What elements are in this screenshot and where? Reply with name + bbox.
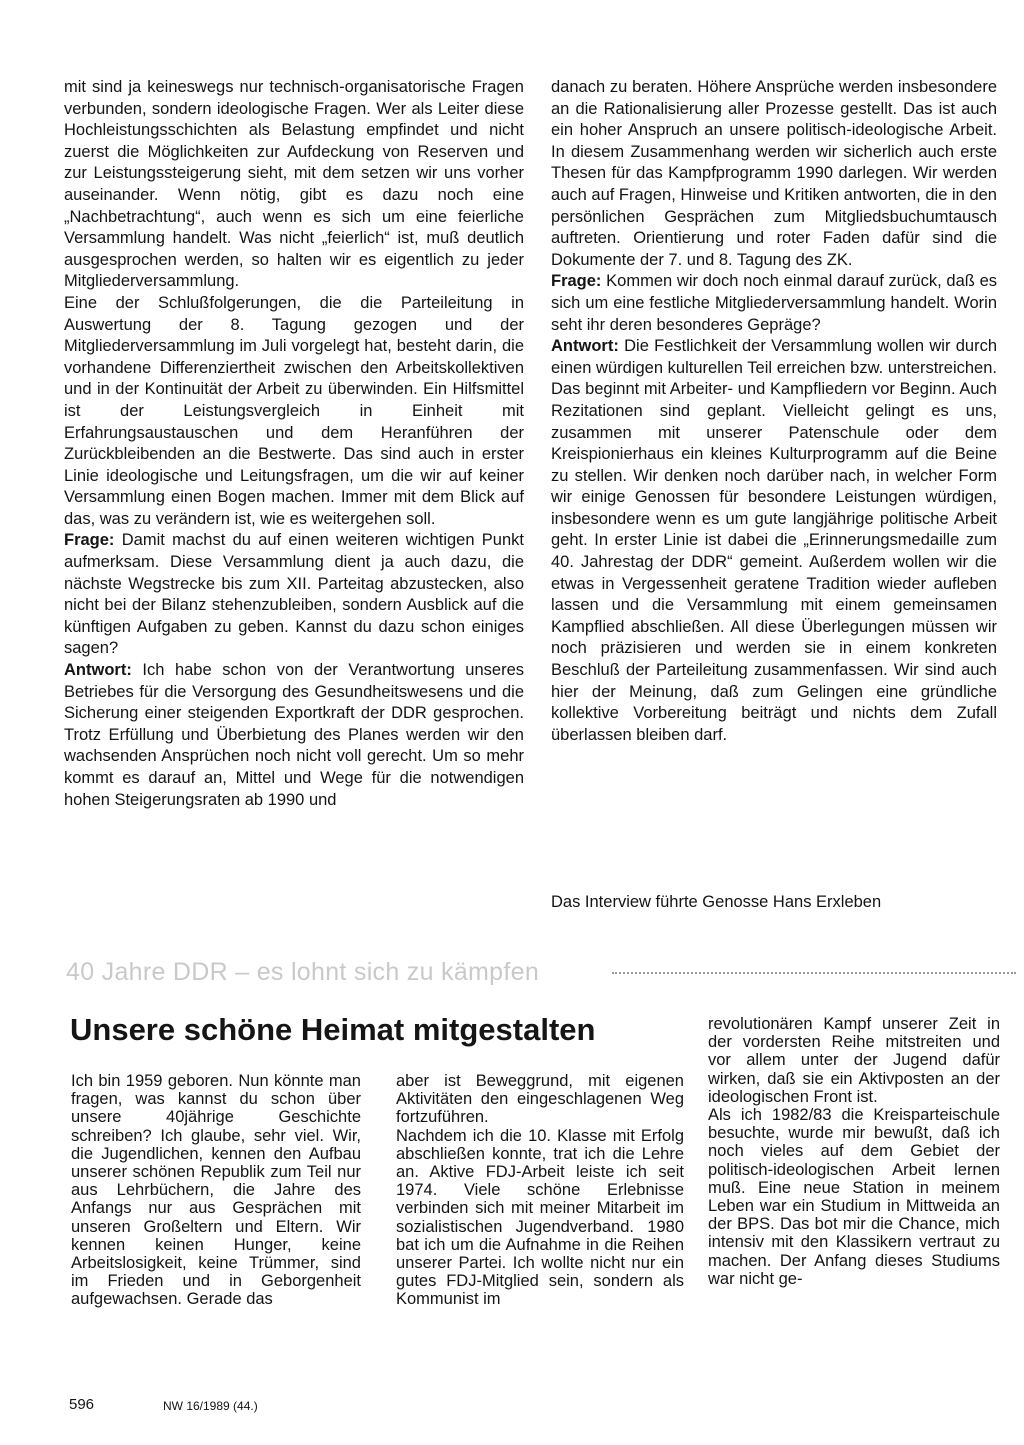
paragraph: Ich bin 1959 geboren. Nun könnte man fragen, was kannst du schon über unsere 40jährige Geschichte schreiben? Ich glaube, sehr viel. Wir, die Jugendlichen, kennen den Aufbau unserer schönen Republik zum Teil nur aus Lehrbüchern, die Jahre des Anfangs nur aus Gesprächen mit unseren Großeltern und Eltern. Wir kennen keinen Hunger, keine Arbeitslosigkeit, keine Trümmer, sind im Frieden und in Geborgenheit aufgewachsen. Gerade das: [71, 1072, 361, 1309]
paragraph: aber ist Beweggrund, mit eigenen Aktivitäten den eingeschlagenen Weg fortzuführen.: [396, 1072, 684, 1127]
paragraph: Als ich 1982/83 die Kreisparteischule besuchte, wurde mir bewußt, daß ich noch vieles auf dem Gebiet der politisch-ideologischen Arbeit lernen muß. Eine neue Station in meinem Leben war ein Studium in Mittweida an der BPS. Das bot mir die Chance, mich intensiv mit den Klassikern vertraut zu machen. Der Anfang dieses Studiums war nicht ge-: [708, 1106, 1000, 1288]
answer-label: Antwort:: [551, 337, 619, 356]
paragraph: [551, 77, 997, 271]
section-kicker: 40 Jahre DDR – es lohnt sich zu kämpfen: [66, 958, 540, 986]
article-column-3: [708, 1015, 1000, 1288]
article-column-1: [71, 1072, 361, 1309]
interview-column-right: [551, 77, 997, 746]
paragraph: [64, 293, 524, 531]
answer-paragraph: [551, 336, 997, 746]
question-label: Frage:: [64, 531, 115, 550]
interview-signature: Das Interview führte Genosse Hans Erxleben: [551, 893, 882, 911]
answer-label: Antwort:: [64, 661, 132, 680]
paragraph: revolutionären Kampf unserer Zeit in der vordersten Reihe mitstreiten und vor allem unter der Jugend dafür wirken, daß sie ein Aktivposten an der ideologischen Front ist.: [708, 1015, 1000, 1106]
page-number: 596: [69, 1396, 95, 1413]
paragraph-text: Damit machst du auf einen weiteren wichtigen Punkt aufmerksam. Diese Versammlung dient ja auch dazu, die nächste Wegstrecke bis zum XII. Parteitag abzustecken, also nicht bei der Bilanz stehenzubleiben, sondern Ausblick auf die künftigen Aufgaben zu geben. Kannst du dazu schon einiges sagen?: [64, 531, 524, 658]
answer-paragraph: [64, 660, 524, 811]
section-headline: Unsere schöne Heimat mitgestalten: [70, 1012, 596, 1047]
paragraph-text: Ich habe schon von der Verantwortung unseres Betriebes für die Versorgung des Gesundheitswesens und die Sicherung einer steigenden Exportkraft der DDR gesprochen. Trotz Erfüllung und Überbietung des Planes werden wir den wachsenden Ansprüchen noch nicht voll gerecht. Um so mehr kommt es darauf an, Mittel und Wege für die notwendigen hohen Steigerungsraten ab 1990 und: [64, 661, 524, 809]
paragraph-text: Kommen wir doch noch einmal darauf zurück, daß es sich um eine festliche Mitgliederversammlung handelt. Worin seht ihr deren besonderes Gepräge?: [551, 272, 997, 334]
paragraph-text: danach zu beraten. Höhere Ansprüche werden insbesondere an die Rationalisierung aller Prozesse gestellt. Das ist auch ein hoher Anspruch an unsere politisch-ideologische Arbeit. In diesem Zusammenhang werden wir sicherlich auch erste Thesen für das Kampfprogramm 1990 darlegen. Wir werden auch auf Fragen, Hinweise und Kritiken antworten, die in den persönlichen Gesprächen zum Mitgliedsbuchumtausch auftreten. Orientierung und roter Faden dafür sind die Dokumente der 7. und 8. Tagung des ZK.: [551, 78, 997, 269]
question-paragraph: [551, 271, 997, 336]
question-label: Frage:: [551, 272, 602, 291]
question-paragraph: [64, 530, 524, 660]
paragraph-text: Eine der Schlußfolgerungen, die die Parteileitung in Auswertung der 8. Tagung gezogen und der Mitgliederversammlung im Juli vorgelegt hat, besteht darin, die vorhandene Differenziertheit zwischen den Arbeitskollektiven und in der Kontinuität der Arbeit zu überwinden. Ein Hilfsmittel ist der Leistungsvergleich in Einheit mit Erfahrungsaustauschen und dem Heranführen der Zurückbleibenden an die Bestwerte. Das sind auch in erster Linie ideologische und Leitungsfragen, um die wir auf keiner Versammlung einen Bogen machen. Immer mit dem Blick auf das, was zu verändern ist, wie es weitergehen soll.: [64, 293, 524, 528]
paragraph: [64, 77, 524, 293]
kicker-rule: [612, 972, 1016, 974]
paragraph: Nachdem ich die 10. Klasse mit Erfolg abschließen konnte, trat ich die Lehre an. Aktive FDJ-Arbeit leiste ich seit 1974. Viele schöne Erlebnisse verbinden sich mit meiner Mitarbeit im sozialistischen Jugendverband. 1980 bat ich um die Aufnahme in die Reihen unserer Partei. Ich wollte nicht nur ein gutes FDJ-Mitglied sein, sondern als Kommunist im: [396, 1126, 684, 1309]
paragraph-text: mit sind ja keineswegs nur technisch-organisatorische Fragen verbunden, sondern ideologische Fragen. Wer als Leiter diese Hochleistungsschichten als Belastung empfindet und nicht zuerst die Möglichkeiten zur Aufdeckung von Reserven und zur Leistungssteigerung sieht, mit dem setzen wir uns vorher auseinander. Wenn nötig, gibt es dazu noch eine „Nachbetrachtung“, auch wenn es sich um eine feierliche Versammlung handelt. Was nicht „feierlich“ ist, muß deutlich ausgesprochen werden, so halten wir es eigentlich zu jeder Mitgliederversammlung.: [64, 78, 524, 291]
interview-column-left: [64, 77, 524, 811]
issue-label: NW 16/1989 (44.): [163, 1399, 258, 1413]
article-column-2: [396, 1072, 684, 1309]
paragraph-text: Die Festlichkeit der Versammlung wollen wir durch einen würdigen kulturellen Teil erreichen bzw. unterstreichen. Das beginnt mit Arbeiter- und Kampfliedern vor Beginn. Auch Rezitationen sind geplant. Vielleicht gelingt es uns, zusammen mit unserer Patenschule oder dem Kreispionierhaus ein kleines Kulturprogramm auf die Beine zu stellen. Wir denken noch darüber nach, in welcher Form wir einige Genossen für besondere Leistungen würdigen, insbesondere wenn es um gute langjährige politische Arbeit geht. In erster Linie ist dabei die „Erinnerungsmedaille zum 40. Jahrestag der DDR“ gemeint. Außerdem wollen wir die etwas in Vergessenheit geratene Tradition wieder aufleben lassen und die Versammlung mit einem gemeinsamen Kampflied abschließen. All diese Überlegungen müssen wir noch präzisieren und werden sie in einem konkreten Beschluß der Parteileitung zusammenfassen. Wir sind auch hier der Meinung, daß zum Gelingen eine gründliche kollektive Vorbereitung beiträgt und nichts dem Zufall überlassen bleiben darf.: [551, 337, 997, 744]
